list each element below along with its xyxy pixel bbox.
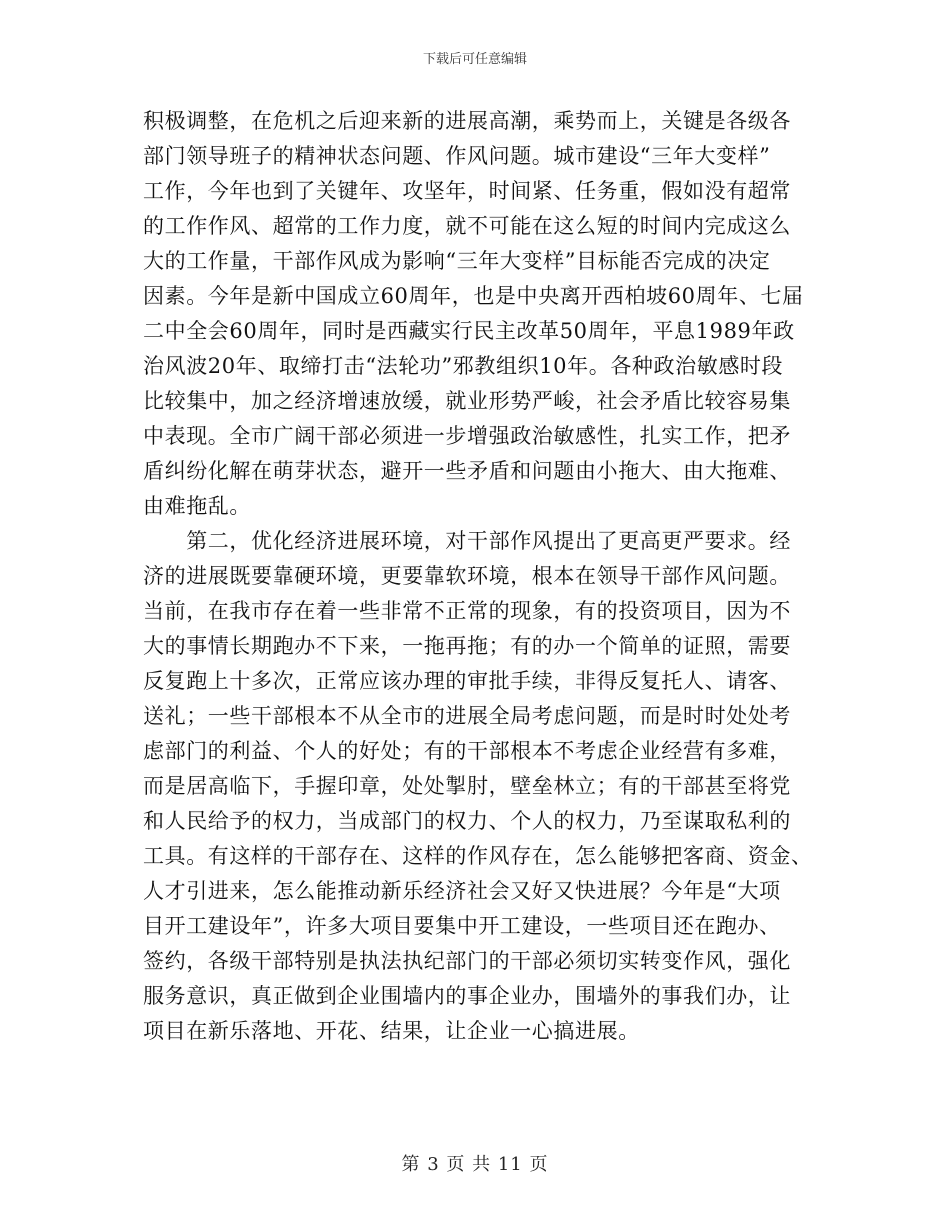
- text-line: 当前，在我市存在着一些非常不正常的现象，有的投资项目，因为不: [143, 599, 791, 623]
- text-line: 大的工作量，干部作风成为影响“三年大变样”目标能否完成的决定: [143, 249, 771, 273]
- page-number-footer: 第 3 页 共 11 页: [401, 1154, 549, 1175]
- document-body: [143, 104, 823, 1049]
- text-line: 而是居高临下，手握印章，处处掣肘，壁垒林立；有的干部甚至将党: [143, 774, 791, 798]
- text-line: 目开工建设年”，许多大项目要集中开工建设，一些项目还在跑办、: [143, 914, 781, 938]
- text-line: 工具。有这样的干部存在、这样的作风存在，怎么能够把客商、资金、: [143, 844, 813, 868]
- text-line: 二中全会60周年，同时是西藏实行民主改革50周年，平息1989年政: [143, 319, 795, 343]
- text-line: 比较集中，加之经济增速放缓，就业形势严峻，社会矛盾比较容易集: [143, 389, 791, 413]
- text-line: 签约，各级干部特别是执法执纪部门的干部必须切实转变作风，强化: [143, 949, 791, 973]
- text-line: 中表现。全市广阔干部必须进一步增强政治敏感性，扎实工作，把矛: [143, 424, 791, 448]
- text-line: 盾纠纷化解在萌芽状态，避开一些矛盾和问题由小拖大、由大拖难、: [143, 459, 791, 483]
- text-line: 工作，今年也到了关键年、攻坚年，时间紧、任务重，假如没有超常: [143, 179, 791, 203]
- text-line: 治风波20年、取缔打击“法轮功”邪教组织10年。各种政治敏感时段: [143, 354, 784, 378]
- text-line: 反复跑上十多次，正常应该办理的审批手续，非得反复托人、请客、: [143, 669, 791, 693]
- text-line: 项目在新乐落地、开花、结果，让企业一心搞进展。: [143, 1019, 640, 1043]
- text-line: 服务意识，真正做到企业围墙内的事企业办，围墙外的事我们办，让: [143, 984, 791, 1008]
- text-line: 和人民给予的权力，当成部门的权力、个人的权力，乃至谋取私利的: [143, 809, 791, 833]
- text-line: 虑部门的利益、个人的好处；有的干部根本不考虑企业经营有多难，: [143, 739, 791, 763]
- page-header: 下载后可任意编辑: [422, 52, 527, 67]
- text-line: 积极调整，在危机之后迎来新的进展高潮，乘势而上，关键是各级各: [143, 109, 791, 133]
- text-line: 因素。今年是新中国成立60周年，也是中央离开西柏坡60周年、七届: [143, 284, 804, 308]
- text-line: 济的进展既要靠硬环境，更要靠软环境，根本在领导干部作风问题。: [143, 564, 791, 588]
- text-line: 人才引进来，怎么能推动新乐经济社会又好又快进展？今年是“大项: [143, 879, 781, 903]
- text-line: 大的事情长期跑办不下来，一拖再拖；有的办一个简单的证照，需要: [143, 634, 791, 658]
- text-line: 送礼；一些干部根本不从全市的进展全局考虑问题，而是时时处处考: [143, 704, 791, 728]
- paragraph-start-line: 第二，优化经济进展环境，对干部作风提出了更高更严要求。经: [143, 529, 791, 553]
- text-line: 的工作作风、超常的工作力度，就不可能在这么短的时间内完成这么: [143, 214, 791, 238]
- text-line: 部门领导班子的精神状态问题、作风问题。城市建设“三年大变样”: [143, 144, 771, 168]
- text-line: 由难拖乱。: [143, 494, 251, 518]
